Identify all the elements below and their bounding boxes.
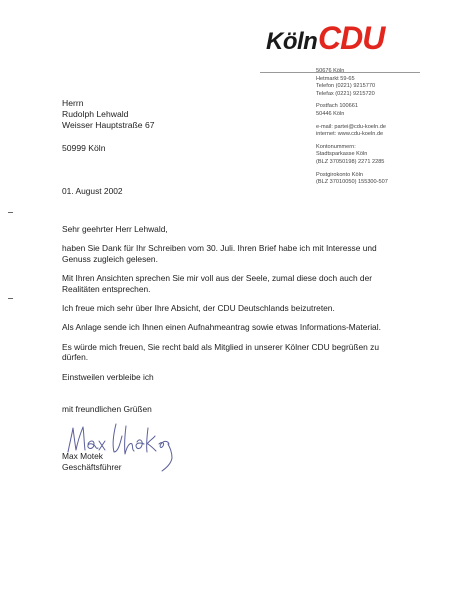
greeting: Sehr geehrter Herr Lehwald,: [62, 224, 168, 234]
closing-phrase: mit freundlichen Grüßen: [62, 404, 152, 414]
cdu-koeln-logo: [260, 20, 420, 56]
sender-address-line: Telefax (0221) 9215720: [316, 90, 375, 97]
sender-name: Max Motek: [62, 451, 103, 461]
fold-mark: [8, 212, 13, 213]
body-paragraph: Es würde mich freuen, Sie recht bald als Mitglied in unserer Kölner CDU begrüßen zu dürfen.: [62, 341, 380, 363]
sender-signature-block: [62, 451, 122, 472]
sender-address-block: [316, 68, 446, 98]
recipient-address: [62, 98, 155, 154]
letter-date: 01. August 2002: [62, 186, 123, 196]
sender-title: Geschäftsführer: [62, 461, 122, 472]
recipient-salutation: Herrn: [62, 98, 84, 108]
punch-mark: [8, 298, 13, 299]
postbox-line: Postfach 100661: [316, 103, 358, 110]
recipient-street: Weisser Hauptstraße 67: [62, 120, 155, 130]
bank-line: (BLZ 37050198) 2271 2285: [316, 158, 385, 165]
postbox-line: 50446 Köln: [316, 110, 345, 117]
recipient-name: Rudolph Lehwald: [62, 109, 129, 119]
body-paragraph: Mit Ihren Ansichten sprechen Sie mir voll aus der Seele, zumal diese doch auch der Realitäten entsprechen.: [62, 273, 373, 294]
recipient-city: 50999 Köln: [62, 143, 106, 153]
sender-address-line: Telefon (0221) 9215770: [316, 83, 376, 90]
bank-account-block: [316, 144, 446, 167]
postgiro-block: [316, 172, 446, 187]
letter-body: [62, 224, 402, 391]
email-line: e-mail: partei@cdu-koeln.de: [316, 123, 387, 130]
body-paragraph: haben Sie Dank für Ihr Schreiben vom 30. Juli. Ihren Brief habe ich mit Interesse und Genuss zugleich gelesen.: [62, 243, 377, 264]
body-paragraph: Ich freue mich sehr über Ihre Absicht, der CDU Deutschlands beizutreten.: [62, 303, 335, 314]
bank-line: Kontonummern:: [316, 143, 356, 150]
sender-address-line: 50676 Köln: [316, 68, 345, 74]
body-paragraph: Als Anlage sende ich Ihnen einen Aufnahmeantrag sowie etwas Informations-Material.: [62, 322, 381, 333]
postgiro-line: (BLZ 37010050) 155300-507: [316, 179, 388, 186]
sender-address-line: Hetmarkt 59-65: [316, 75, 355, 82]
web-contact-block: [316, 124, 446, 139]
bank-line: Stadtsparkasse Köln: [316, 151, 368, 158]
postbox-block: [316, 103, 446, 118]
logo-text-cdu: CDU: [318, 20, 385, 56]
body-paragraph: Einstweilen verbleibe ich: [62, 371, 154, 382]
website-line: internet: www.cdu-koeln.de: [316, 131, 384, 138]
sender-info-column: [316, 68, 446, 192]
logo-text-koeln: Köln: [266, 28, 318, 55]
postgiro-line: Postgirokonto Köln: [316, 171, 363, 178]
